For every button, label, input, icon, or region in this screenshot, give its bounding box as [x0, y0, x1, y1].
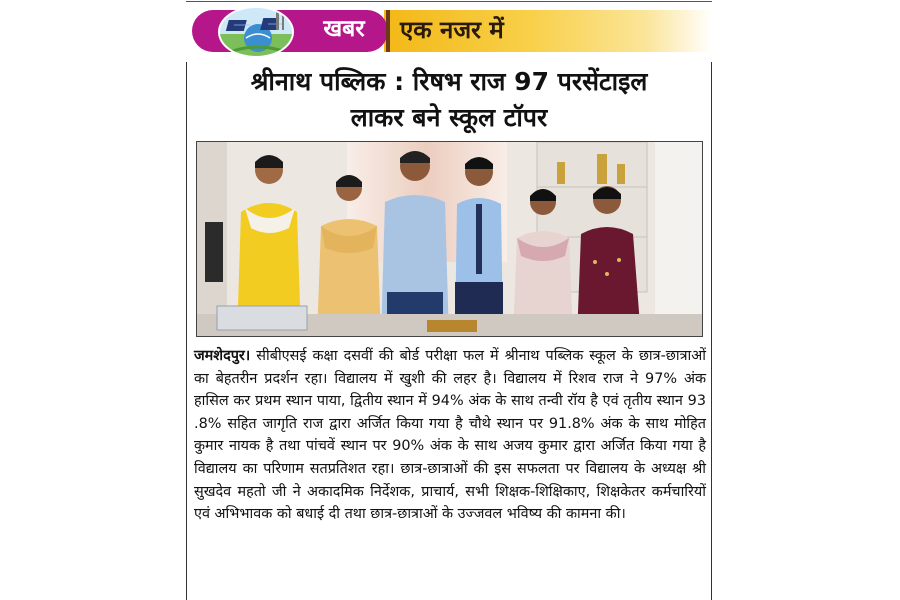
section-banner — [186, 6, 712, 58]
solar-panel-globe-logo-icon — [218, 6, 294, 58]
group-photo-illustration — [197, 142, 703, 337]
banner-separator — [386, 10, 390, 52]
banner-category-label: खबर — [323, 16, 365, 42]
article-body — [194, 345, 706, 526]
banner-section-title: एक नजर में — [400, 16, 504, 44]
headline-line-2: लाकर बने स्कूल टॉपर — [350, 103, 548, 132]
article-body-text: सीबीएसई कक्षा दसवीं की बोर्ड परीक्षा फल में श्रीनाथ पब्लिक स्कूल के छात्र-छात्राओं का बेहतरीन प्रदर्शन रहा। विद्यालय में खुशी की लहर है। विद्यालय में रिशव राज ने 97% अंक हासिल कर प्रथम स्थान पाया, द्वितीय स्थान में 94% अंक के साथ तन्वी रॉय है एवं तृतीय स्थान 93 .8% सहित जागृति राज द्वारा अर्जित किया गया है चौथे स्थान पर 91.8% अंक के साथ मोहित कुमार नायक है तथा पांचवें स्थान पर 90% अंक के साथ अजय कुमार द्वारा अर्जित किया गया है विद्यालय का परिणाम सतप्रतिशत रहा। छात्र-छात्राओं की इस सफलता पर विद्यालय के अध्यक्ष श्री सुखदेव महतो जी ने अकादमिक निर्देशक, प्राचार्य, सभी शिक्षक-शिक्षिकाए, शिक्षकेतर कर्मचारियों एवं अभिभावक को बधाई दी तथा छात्र-छात्राओं के उज्जवल भविष्य की कामना की। — [194, 348, 706, 523]
article-headline — [194, 64, 704, 136]
top-rule — [186, 1, 712, 2]
group-photo — [196, 141, 703, 337]
headline-line-1: श्रीनाथ पब्लिक : रिषभ राज 97 परसेंटाइल — [250, 67, 648, 96]
newspaper-clipping — [186, 0, 712, 600]
article-dateline: जमशेदपुर। — [194, 348, 251, 364]
